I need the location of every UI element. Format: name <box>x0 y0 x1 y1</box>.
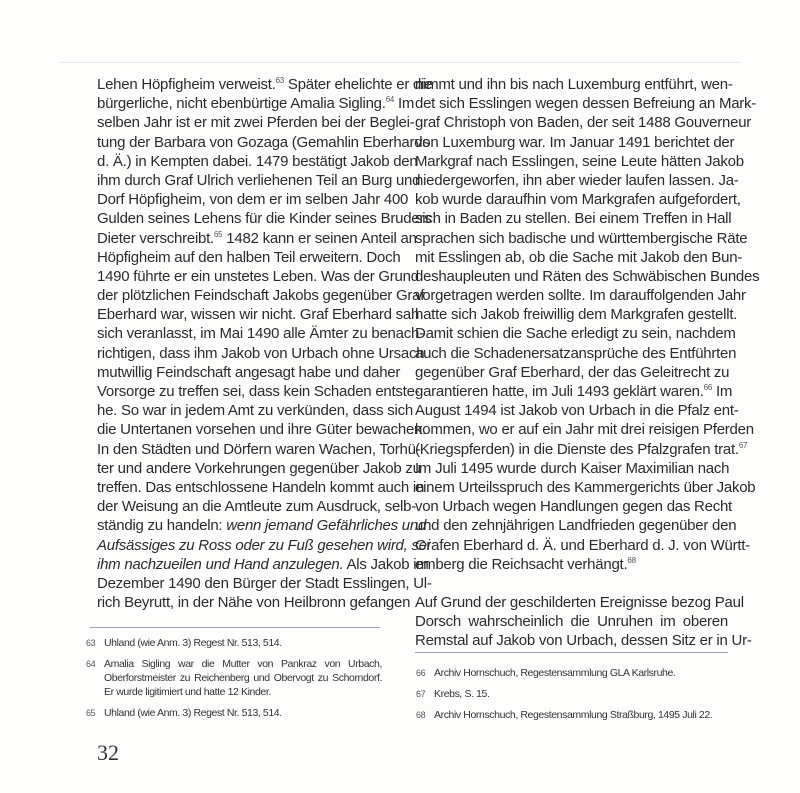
text-segment: hatte sich Jakob freiwillig dem Markgrafen gestellt. <box>415 306 738 324</box>
text-line <box>97 459 421 478</box>
text-line <box>97 305 420 324</box>
text-segment: 1482 kann er seinen Anteil an <box>222 229 417 247</box>
text-segment: ter und andere Vorkehrungen gegenüber Jakob zu <box>97 459 421 477</box>
text-line <box>415 382 733 401</box>
text-segment: vorgetragen werden sollte. Im darauffolgenden Jahr <box>415 287 746 305</box>
text-line <box>415 420 754 439</box>
footnote-68: 68 Archiv Hornschuch, Regestensammlung Straßburg, 1495 Juli 22. <box>416 709 713 721</box>
text-segment: Dieter verschreibt. <box>97 229 214 247</box>
text-line <box>97 190 409 209</box>
text-line <box>97 516 427 535</box>
text-segment: gegenüber Graf Eberhard, der das Geleitrecht zu <box>415 363 730 381</box>
text-line <box>97 94 415 113</box>
text-line <box>97 574 432 593</box>
footnote-67: 67 Krebs, S. 15. <box>416 688 490 700</box>
text-segment: nimmt und ihn bis nach Luxemburg entführt, wen- <box>415 76 733 93</box>
page-number: 32 <box>97 740 119 765</box>
text-line <box>415 497 732 516</box>
text-segment: Dorsch wahrscheinlich die Unruhen im oberen <box>415 613 728 631</box>
text-segment: die Untertanen vorsehen und ihre Güter bewachen. <box>97 421 427 439</box>
text-segment: sich in Baden zu stellen. Bei einem Treffen in Hall <box>415 210 732 228</box>
footnotes-right <box>416 666 734 729</box>
text-segment: Später ehelichte er die <box>284 76 433 93</box>
text-line <box>97 440 421 459</box>
footnote-marker: 68 <box>627 555 636 565</box>
text-segment: und den zehnjährigen Landfrieden gegenüber den <box>415 517 737 535</box>
text-segment: ständig zu handeln: <box>97 517 227 535</box>
footnote-marker: 67 <box>738 440 748 450</box>
text-segment: graf Christoph von Baden, der seit 1488 Gouverneur <box>415 114 752 132</box>
text-line <box>97 382 420 401</box>
text-segment: deshaupleuten und Räten des Schwäbischen Bundes <box>415 267 760 285</box>
text-segment: wenn jemand Gefährliches und <box>226 517 427 535</box>
text-line <box>97 401 413 420</box>
text-line <box>97 75 433 94</box>
text-segment: he. So war in jedem Amt zu verkünden, dass sich <box>97 402 413 420</box>
text-segment: Im Juli 1495 wurde durch Kaiser Maximilian nach <box>415 459 730 477</box>
footnote-64: 64 Amalia Sigling war die Mutter von Pankraz von Urbach, Oberforstmeister zu Reichenberg und Obervogt zu Schorndorf. Er wurde ligitimiert und hatte 12 Kinder. <box>86 658 382 698</box>
text-segment: Als Jakob im <box>343 555 429 573</box>
text-line <box>97 593 411 612</box>
footnote-marker: 65 <box>213 229 223 239</box>
text-segment: mutwillig Feindschaft angesagt habe und daher <box>97 363 401 381</box>
text-segment: (Kriegspferden) in die Dienste des Pfalzgrafen trat. <box>415 440 739 458</box>
text-segment: Lehen Höpfigheim verweist. <box>97 76 276 93</box>
text-line <box>415 75 733 94</box>
text-line <box>415 401 739 420</box>
text-segment: einem Urteilsspruch des Kammergerichts über Jakob <box>415 478 756 496</box>
text-segment: niedergeworfen, ihn aber wieder laufen lassen. Ja- <box>415 171 739 189</box>
text-line <box>415 286 746 305</box>
text-line <box>415 593 744 612</box>
text-line <box>415 536 750 555</box>
text-segment: Markgraf nach Esslingen, seine Leute hätten Jakob <box>415 152 744 170</box>
text-line <box>415 612 728 631</box>
text-segment: 1490 führte er ein unstetes Leben. Was der Grund <box>97 267 419 285</box>
text-segment: rich Beyrutt, in der Nähe von Heilbronn gefangen <box>97 594 411 612</box>
text-segment: der plötzlichen Feindschaft Jakobs gegenüber Graf <box>97 287 425 305</box>
text-line <box>415 94 757 113</box>
text-segment: Gulden seines Lehens für die Kinder seines Bruders <box>97 210 432 228</box>
text-segment: Damit schien die Sache erledigt zu sein, nachdem <box>415 325 736 343</box>
footnote-marker: 64 <box>385 95 395 105</box>
text-segment: tung der Barbara von Gozaga (Gemahlin Eberhards <box>97 133 430 151</box>
text-segment: emberg die Reichsacht verhängt. <box>415 555 628 573</box>
footnotes-left <box>86 636 382 727</box>
text-line <box>97 267 419 286</box>
text-segment: det sich Esslingen wegen dessen Befreiung an Mark- <box>415 95 757 113</box>
text-line <box>415 516 737 535</box>
footnote-rule-left <box>90 627 380 628</box>
text-segment: Aufsässiges zu Ross oder zu Fuß gesehen wird, sei <box>97 536 430 554</box>
text-line <box>97 478 425 497</box>
text-line <box>415 229 748 248</box>
text-line <box>415 631 752 650</box>
text-segment: sprachen sich badische und württembergische Räte <box>415 229 748 247</box>
text-line <box>97 133 430 152</box>
text-segment: von Urbach wegen Handlungen gegen das Recht <box>415 498 732 516</box>
text-segment: Remstal auf Jakob von Urbach, dessen Sitz er in Ur- <box>415 632 752 650</box>
text-segment: August 1494 ist Jakob von Urbach in die Pfalz ent- <box>415 402 739 420</box>
text-segment: In den Städten und Dörfern waren Wachen, Torhü- <box>97 440 421 458</box>
text-segment: Im <box>394 95 415 113</box>
text-line <box>97 248 401 267</box>
footnote-66: 66 Archiv Hornschuch, Regestensammlung GLA Karlsruhe. <box>416 667 676 679</box>
text-segment: selben Jahr ist er mit zwei Pferden bei der Beglei- <box>97 114 415 132</box>
text-line <box>415 267 760 286</box>
text-line <box>415 324 736 343</box>
text-line <box>97 286 425 305</box>
text-line <box>97 420 427 439</box>
footnote-65: 65 Uhland (wie Anm. 3) Regest Nr. 513, 514. <box>86 707 282 719</box>
text-segment: auch die Schadenersatzansprüche des Entführten <box>415 344 737 362</box>
left-column <box>97 75 433 612</box>
text-line <box>97 209 432 228</box>
text-segment: richtigen, dass ihm Jakob von Urbach ohne Ursach <box>97 344 425 362</box>
text-segment: Im <box>712 383 733 400</box>
text-line <box>97 497 416 516</box>
text-line <box>415 440 748 459</box>
footnote-marker: 66 <box>703 383 713 392</box>
text-line <box>415 133 735 152</box>
text-segment: ihm nachzueilen und Hand anzulegen. <box>97 555 344 573</box>
text-segment: Vorsorge zu treffen sei, dass kein Schaden entste- <box>97 383 420 400</box>
text-line <box>415 459 728 478</box>
text-segment: der Weisung an die Amtleute zum Ausdruck, selb- <box>97 498 416 516</box>
text-line <box>97 171 421 190</box>
text-segment: Höpfigheim auf den halben Teil erweitern. Doch <box>97 248 401 266</box>
text-line <box>415 152 744 171</box>
text-line <box>97 536 430 555</box>
text-segment: von Luxemburg war. Im Januar 1491 berichtet der <box>415 133 735 151</box>
top-rule <box>60 62 740 63</box>
text-line <box>415 190 741 209</box>
text-line <box>97 324 424 343</box>
text-line <box>415 305 738 324</box>
text-line <box>415 555 728 574</box>
text-segment: kob wurde daraufhin vom Markgrafen aufgefordert, <box>415 191 741 209</box>
text-line <box>97 152 418 171</box>
text-segment: Dezember 1490 den Bürger der Stadt Esslingen, Ul- <box>97 574 432 592</box>
paragraph-gap <box>415 574 728 593</box>
text-segment: treffen. Das entschlossene Handeln kommt auch in <box>97 478 425 496</box>
text-segment: mit Esslingen ab, ob die Sache mit Jakob den Bun- <box>415 248 743 266</box>
text-segment: kommen, wo er auf ein Jahr mit drei reisigen Pferden <box>415 421 754 439</box>
text-segment: Eberhard war, wissen wir nicht. Graf Eberhard sah <box>97 306 420 324</box>
text-line <box>415 363 728 382</box>
text-segment: Grafen Eberhard d. Ä. und Eberhard d. J. von Württ- <box>415 536 750 554</box>
footnote-63: 63 Uhland (wie Anm. 3) Regest Nr. 513, 514. <box>86 637 282 649</box>
text-line <box>97 363 401 382</box>
right-column <box>415 75 760 651</box>
text-line <box>97 555 429 574</box>
text-line <box>97 344 425 363</box>
text-segment: ihm durch Graf Ulrich verliehenen Teil an Burg und <box>97 171 421 189</box>
text-segment: Auf Grund der geschilderten Ereignisse bezog Paul <box>415 594 744 612</box>
text-line <box>97 229 417 248</box>
text-segment: garantieren hatte, im Juli 1493 geklärt waren. <box>415 383 704 400</box>
text-segment: sich veranlasst, im Mai 1490 alle Ämter zu benach- <box>97 325 424 343</box>
text-line <box>415 113 752 132</box>
text-segment: Dorf Höpfigheim, von dem er im selben Jahr 400 <box>97 191 409 209</box>
text-line <box>415 209 732 228</box>
text-line <box>97 113 415 132</box>
text-line <box>415 478 756 497</box>
footnote-rule-right <box>415 652 728 653</box>
footnote-marker: 63 <box>275 76 285 85</box>
text-segment: d. Ä.) in Kempten dabei. 1479 bestätigt Jakob den <box>97 152 418 170</box>
text-line <box>415 248 743 267</box>
text-segment: bürgerliche, nicht ebenbürtige Amalia Sigling. <box>97 95 386 113</box>
text-line <box>415 344 737 363</box>
text-line <box>415 171 739 190</box>
